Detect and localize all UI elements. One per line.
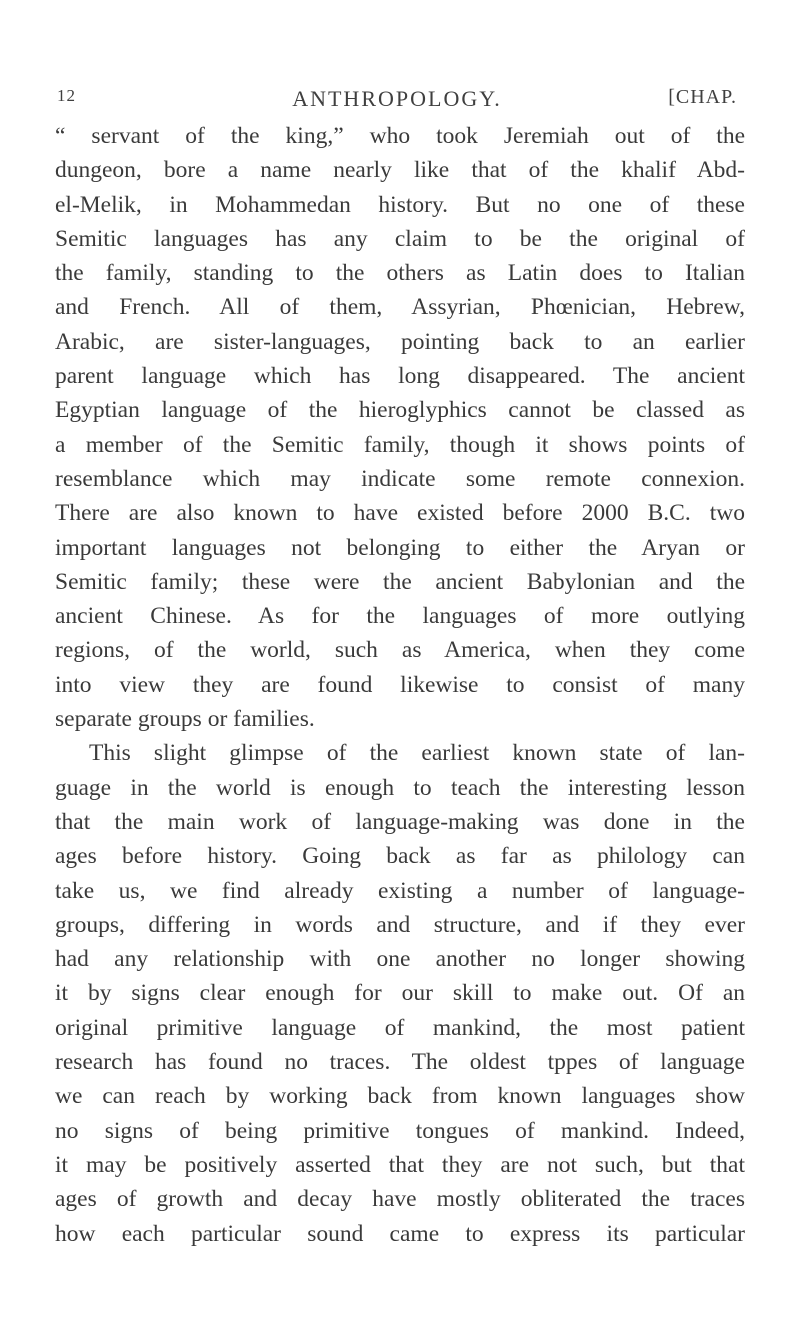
running-title: ANTHROPOLOGY.	[292, 86, 502, 111]
text-line: regions, of the world, such as America, when they come	[55, 637, 745, 664]
text-line: ancient Chinese. As for the languages of more outlying	[55, 603, 745, 630]
text-line: into view they are found likewise to consist of many	[55, 671, 745, 698]
text-line: important languages not belonging to either the Aryan or	[55, 534, 745, 561]
text-line: Semitic family; these were the ancient Babylonian and the	[55, 568, 745, 595]
text-line: original primitive language of mankind, the most patient	[55, 1014, 745, 1041]
text-line: it by signs clear enough for our skill to make out. Of an	[55, 980, 745, 1007]
text-line: and French. All of them, Assyrian, Phœnician, Hebrew,	[55, 294, 745, 321]
body-text	[55, 119, 745, 1251]
paragraph-start-line: This slight glimpse of the earliest known state of lan-	[89, 740, 745, 767]
running-header	[57, 86, 737, 120]
text-line: ages before history. Going back as far as philology can	[55, 843, 745, 870]
text-line: parent language which has long disappeared. The ancient	[55, 363, 745, 390]
text-line: the family, standing to the others as Latin does to Italian	[55, 260, 745, 287]
text-line: Semitic languages has any claim to be the original of	[55, 225, 745, 252]
text-line: had any relationship with one another no longer showing	[55, 946, 745, 973]
page-number: 12	[57, 86, 76, 105]
text-line: ages of growth and decay have mostly obliterated the traces	[55, 1186, 745, 1213]
text-line: There are also known to have existed before 2000 B.C. two	[55, 500, 745, 527]
text-line: guage in the world is enough to teach the interesting lesson	[55, 774, 745, 801]
text-line: take us, we find already existing a number of language-	[55, 877, 745, 904]
text-line: how each particular sound came to express its particular	[55, 1220, 745, 1247]
text-line: that the main work of language-making was done in the	[55, 808, 745, 835]
text-line: no signs of being primitive tongues of mankind. Indeed,	[55, 1117, 745, 1144]
text-line: “ servant of the king,” who took Jeremiah out of the	[55, 123, 745, 149]
text-line: resemblance which may indicate some remote connexion.	[55, 465, 745, 492]
paragraph-end-line: separate groups or families.	[55, 706, 315, 733]
text-line: Egyptian language of the hieroglyphics cannot be classed as	[55, 397, 745, 424]
text-line: we can reach by working back from known languages show	[55, 1083, 745, 1110]
text-line: dungeon, bore a name nearly like that of the khalif Abd-	[55, 157, 745, 184]
text-line: a member of the Semitic family, though it shows points of	[55, 431, 745, 458]
text-line: research has found no traces. The oldest tppes of language	[55, 1049, 745, 1076]
chapter-marker: [CHAP.	[668, 86, 737, 108]
text-line: el-Melik, in Mohammedan history. But no one of these	[55, 191, 745, 218]
text-line: groups, differing in words and structure, and if they ever	[55, 911, 745, 938]
text-line: it may be positively asserted that they are not such, but that	[55, 1151, 745, 1178]
text-line: Arabic, are sister-languages, pointing back to an earlier	[55, 328, 745, 355]
